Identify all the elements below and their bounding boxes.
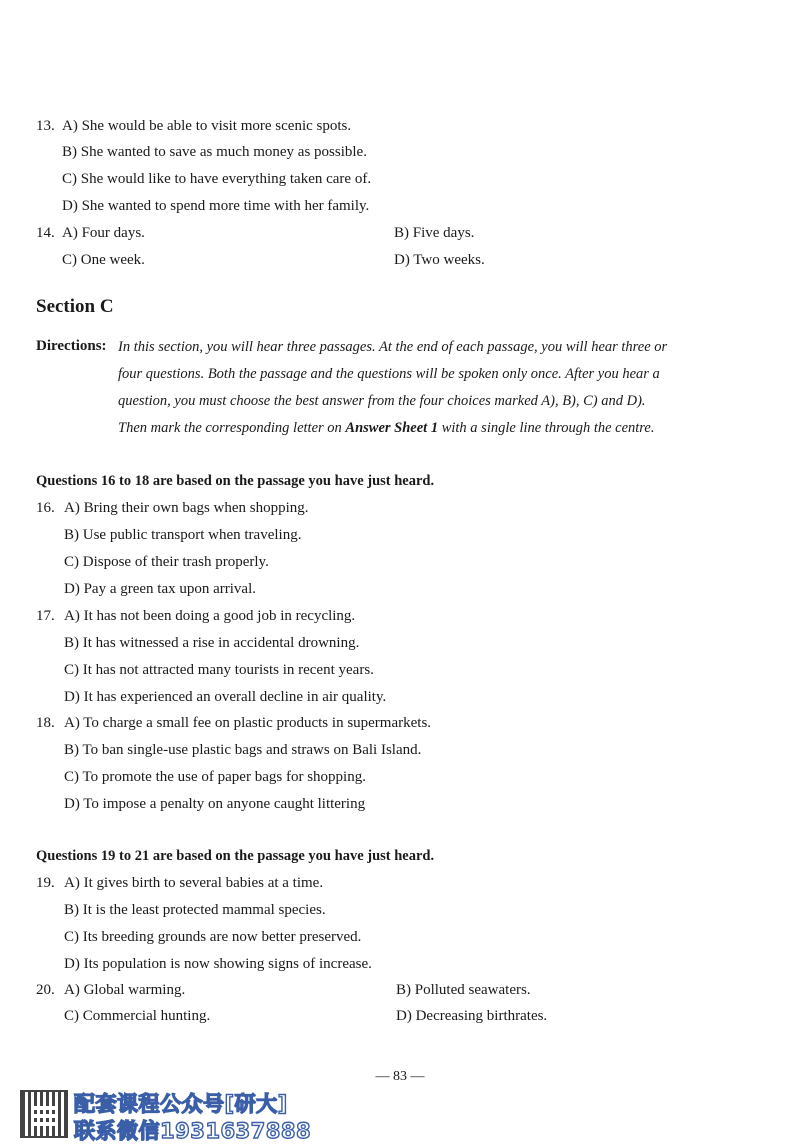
footer-line-2: 联系微信1931637888 [74, 1119, 312, 1143]
question-19-number: 19. [36, 875, 55, 891]
question-17-option-d: D) It has experienced an overall decline in air quality. [64, 689, 387, 705]
directions-line-2: four questions. Both the passage and the questions will be spoken only once. After you hear a [118, 366, 660, 382]
question-16-option-b: B) Use public transport when traveling. [64, 527, 302, 543]
question-18-option-d: D) To impose a penalty on anyone caught littering [64, 796, 366, 812]
footer-line-1: 配套课程公众号[研大] [74, 1092, 288, 1116]
question-14-number: 14. [36, 225, 55, 241]
question-13-option-d: D) She wanted to spend more time with her family. [62, 198, 370, 214]
directions-line-4 [118, 419, 654, 437]
question-17-number: 17. [36, 608, 55, 624]
question-18-option-b: B) To ban single-use plastic bags and straws on Bali Island. [64, 742, 422, 758]
question-17-option-b: B) It has witnessed a rise in accidental drowning. [64, 635, 360, 651]
question-13-option-b: B) She wanted to save as much money as possible. [62, 144, 367, 160]
question-19-option-d: D) Its population is now showing signs of increase. [64, 956, 372, 972]
group-1-heading: Questions 16 to 18 are based on the passage you have just heard. [36, 473, 435, 489]
question-14-option-c: C) One week. [62, 252, 145, 268]
answer-sheet-label: Answer Sheet 1 [345, 420, 439, 436]
question-20-option-a: A) Global warming. [64, 982, 186, 998]
question-14-option-a: A) Four days. [62, 225, 145, 241]
qr-code-icon [20, 1090, 68, 1138]
section-title: Section C [36, 296, 114, 317]
question-17-option-c: C) It has not attracted many tourists in recent years. [64, 662, 374, 678]
question-19-option-c: C) Its breeding grounds are now better preserved. [64, 929, 362, 945]
question-19-option-b: B) It is the least protected mammal species. [64, 902, 326, 918]
question-20-option-d: D) Decreasing birthrates. [396, 1008, 548, 1024]
question-14-option-d: D) Two weeks. [394, 252, 485, 268]
directions-line-4-text: Then mark the corresponding letter on [118, 420, 342, 436]
directions-label: Directions: [36, 338, 107, 354]
question-16-option-c: C) Dispose of their trash properly. [64, 554, 269, 570]
question-20-option-b: B) Polluted seawaters. [396, 982, 531, 998]
question-16-option-a: A) Bring their own bags when shopping. [64, 500, 309, 516]
question-16-number: 16. [36, 500, 55, 516]
question-20-option-c: C) Commercial hunting. [64, 1008, 211, 1024]
page-number: — 83 — [375, 1069, 425, 1084]
question-13-option-c: C) She would like to have everything taken care of. [62, 171, 372, 187]
question-13-option-a: A) She would be able to visit more scenic spots. [62, 118, 352, 134]
question-18-option-a: A) To charge a small fee on plastic products in supermarkets. [64, 715, 432, 731]
group-2-heading: Questions 19 to 21 are based on the passage you have just heard. [36, 848, 435, 864]
question-13-number: 13. [36, 118, 55, 134]
directions-line-1: In this section, you will hear three passages. At the end of each passage, you will hear three or [118, 339, 668, 355]
question-17-option-a: A) It has not been doing a good job in recycling. [64, 608, 356, 624]
question-14-option-b: B) Five days. [394, 225, 475, 241]
question-18-number: 18. [36, 715, 55, 731]
question-20-number: 20. [36, 982, 55, 998]
question-16-option-d: D) Pay a green tax upon arrival. [64, 581, 257, 597]
footer-watermark [10, 1086, 320, 1142]
question-18-option-c: C) To promote the use of paper bags for shopping. [64, 769, 366, 785]
question-19-option-a: A) It gives birth to several babies at a time. [64, 875, 324, 891]
directions-line-4-tail: with a single line through the centre. [438, 420, 655, 436]
directions-line-3: question, you must choose the best answer from the four choices marked A), B), C) and D). [118, 393, 646, 409]
